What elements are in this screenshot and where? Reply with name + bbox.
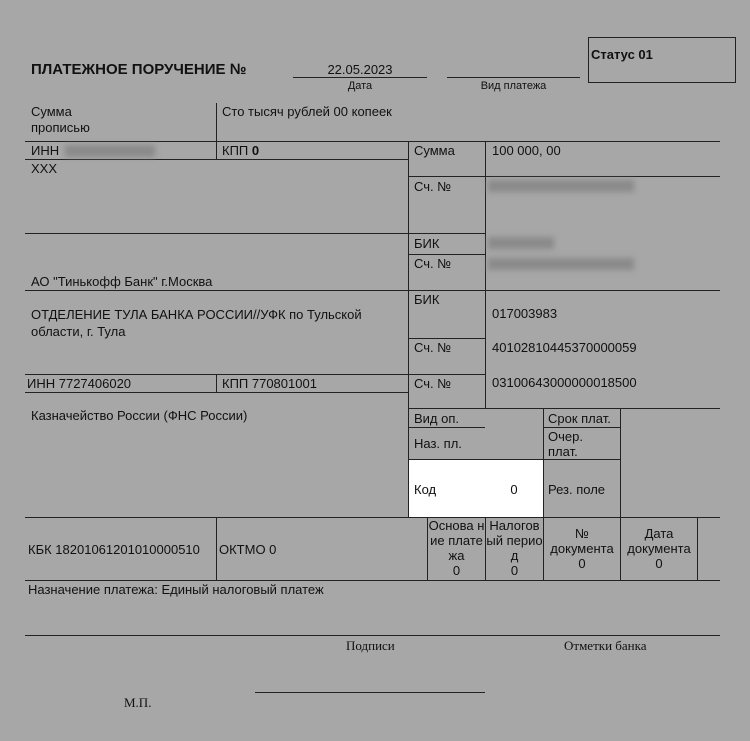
payer-bank-acc-label: Сч. № [414,256,452,271]
recipient-bank: ОТДЕЛЕНИЕ ТУЛА БАНКА РОССИИ//УФК по Тульской области, г. Тула [31,307,362,339]
payer-acc-label: Сч. № [414,179,452,194]
kod-label: Код [414,482,437,497]
oktmo: ОКТМО 0 [219,542,277,557]
recipient-acc: 03100643000000018500 [492,375,637,390]
signature-line [255,692,485,693]
kbk: КБК 18201061201010000510 [28,542,200,557]
payer-acc-redacted [488,180,634,192]
payer-bik-label: БИК [414,236,440,251]
amount-words: Сто тысяч рублей 00 копеек [222,104,392,119]
recipient-bik: 017003983 [492,306,558,321]
rez-label: Рез. поле [548,482,606,497]
recipient-bik-label: БИК [414,292,440,307]
tax-period: Налогов ый период 0 [486,518,543,578]
recipient-inn: ИНН 7727406020 [27,376,132,391]
date-value: 22.05.2023 [327,62,393,77]
vid-op-label: Вид оп. [414,411,460,426]
doc-number: № документа 0 [550,526,614,571]
amount-words-label: Сумма прописью [31,104,90,135]
document-title: ПЛАТЕЖНОЕ ПОРУЧЕНИЕ № [31,61,247,78]
kod-value: 0 [510,482,518,497]
recipient-bank-acc-label: Сч. № [414,340,452,355]
naz-pl-label: Наз. пл. [414,436,462,451]
recipient-acc-label: Сч. № [414,376,452,391]
signatures-label: Подписи [346,638,395,653]
payment-purpose: Назначение платежа: Единый налоговый платеж [28,582,324,597]
payer-bik-redacted [488,237,554,249]
doc-date: Дата документа 0 [627,526,691,571]
srok-label: Срок плат. [548,411,611,426]
bank-marks-label: Отметки банка [564,638,647,653]
status: Статус 01 [591,47,653,62]
stamp-label: М.П. [124,695,152,710]
recipient-kpp: КПП 770801001 [222,376,317,391]
payer-inn-label: ИНН [31,143,60,158]
ocher-label: Очер. плат. [548,429,583,459]
sum-value: 100 000, 00 [492,143,561,158]
payer-kpp: КПП 0 [222,143,260,158]
recipient-name: Казначейство России (ФНС России) [31,408,248,423]
sum-label: Сумма [414,143,455,158]
recipient-bank-acc: 40102810445370000059 [492,340,637,355]
payer-bank-acc-redacted [488,258,634,270]
payment-type-label: Вид платежа [480,80,547,92]
basis: Основа ние платежа 0 [428,518,485,578]
payer-inn-redacted [65,145,155,157]
payer-bank: АО "Тинькофф Банк" г.Москва [31,274,213,289]
date-label: Дата [347,80,373,92]
payer-name: XXX [31,161,58,176]
status-box [588,37,736,83]
